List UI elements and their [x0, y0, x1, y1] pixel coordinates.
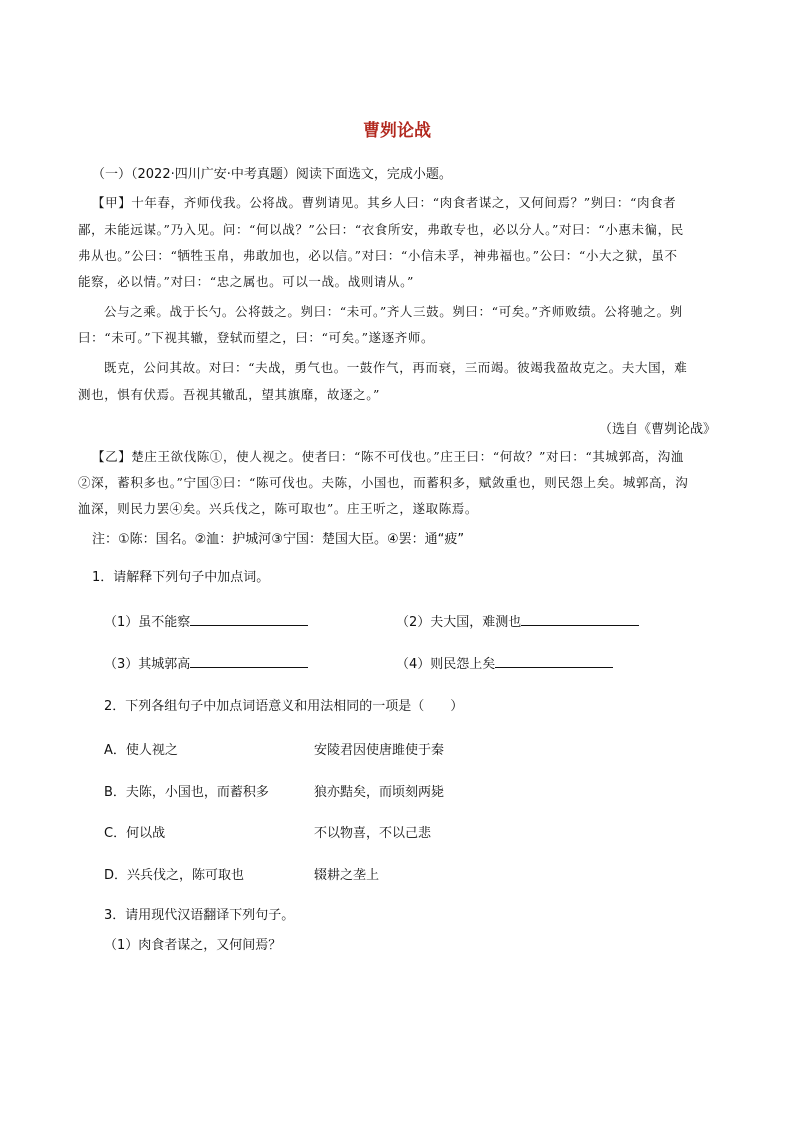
- intro-line: （一）（2022·四川广安·中考真题）阅读下面选文，完成小题。: [92, 167, 452, 182]
- q1-stem: 1．请解释下列句子中加点词。: [92, 570, 270, 585]
- q1-item-3: [104, 653, 308, 672]
- q3-stem: 3．请用现代汉语翻译下列句子。: [104, 908, 295, 923]
- yi-line-3: 洫深，则民力罢④矣。兴兵伐之，陈可取也”。庄王听之，遂取陈焉。: [78, 501, 478, 516]
- q2-option-b-left: B．夫陈，小国也，而蓄积多: [104, 785, 269, 800]
- q2-option-a-left: A．使人视之: [104, 743, 178, 758]
- q1-item-3-text: （3）其城郭高: [104, 657, 191, 672]
- q1-item-4: [396, 653, 613, 672]
- answer-blank[interactable]: [495, 653, 613, 668]
- q1-item-1: [104, 611, 308, 630]
- jia-line-4: 能察，必以情。”对曰：“忠之属也。可以一战。战则请从。”: [78, 274, 414, 289]
- q1-item-2-text: （2）夫大国，难测也: [396, 615, 522, 630]
- q2-option-d-left: D．兴兵伐之，陈可取也: [104, 868, 245, 883]
- q1-item-2: [396, 611, 639, 630]
- jia-line-8: 测也，惧有伏焉。吾视其辙乱，望其旗靡，故逐之。”: [78, 387, 381, 402]
- yi-line-2: ②深，蓄积多也。”宁国③曰：“陈可伐也。夫陈，小国也，而蓄积多，赋敛重也，则民怨上矣。城郭高，沟: [78, 475, 689, 490]
- q1-item-4-text: （4）则民怨上矣: [396, 657, 496, 672]
- jia-line-1: 【甲】十年春，齐师伐我。公将战。曹刿请见。其乡人曰：“肉食者谋之，又何间焉？”刿曰：“肉食者: [92, 195, 677, 210]
- q2-option-b-right: 狼亦黠矣，而顷刻两毙: [314, 785, 445, 800]
- q3-item-1: （1）肉食者谋之，又何间焉？: [104, 938, 282, 953]
- jia-line-3: 弗从也。”公曰：“牺牲玉帛，弗敢加也，必以信。”对曰：“小信未孚，神弗福也。”公曰：“小大之狱，虽不: [78, 248, 678, 263]
- q2-option-a-right: 安陵君因使唐雎使于秦: [314, 743, 445, 758]
- jia-line-7: 既克，公问其故。对曰：“夫战，勇气也。一鼓作气，再而衰，三而竭。彼竭我盈故克之。夫大国，难: [104, 360, 688, 375]
- source-citation: （选自《曹刿论战》: [598, 422, 716, 437]
- page-title: 曹刿论战: [363, 121, 431, 141]
- q2-option-c-right: 不以物喜，不以己悲: [314, 826, 432, 841]
- q2-option-d-right: 辍耕之垄上: [314, 868, 380, 883]
- jia-line-6: 曰：“未可。”下视其辙，登轼而望之，曰：“可矣。”遂逐齐师。: [78, 330, 435, 345]
- yi-line-1: 【乙】楚庄王欲伐陈①，使人视之。使者曰：“陈不可伐也。”庄王曰：“何故？”对曰：“其城郭高，沟洫: [92, 449, 685, 464]
- q1-item-1-text: （1）虽不能察: [104, 615, 191, 630]
- jia-line-5: 公与之乘。战于长勺。公将鼓之。刿曰：“未可。”齐人三鼓。刿曰：“可矣。”齐师败绩。公将驰之。刿: [104, 304, 683, 319]
- annotation-note: 注：①陈：国名。②洫：护城河③宁国：楚国大臣。④罢：通“疲”: [92, 532, 465, 547]
- answer-blank[interactable]: [190, 653, 308, 668]
- answer-blank[interactable]: [521, 611, 639, 626]
- jia-line-2: 鄙，未能远谋。”乃入见。问：“何以战？”公曰：“衣食所安，弗敢专也，必以分人。”对曰：“小惠未徧，民: [78, 222, 684, 237]
- answer-blank[interactable]: [190, 611, 308, 626]
- q2-option-c-left: C．何以战: [104, 826, 166, 841]
- q2-stem: 2．下列各组句子中加点词语意义和用法相同的一项是（ ）: [104, 699, 464, 714]
